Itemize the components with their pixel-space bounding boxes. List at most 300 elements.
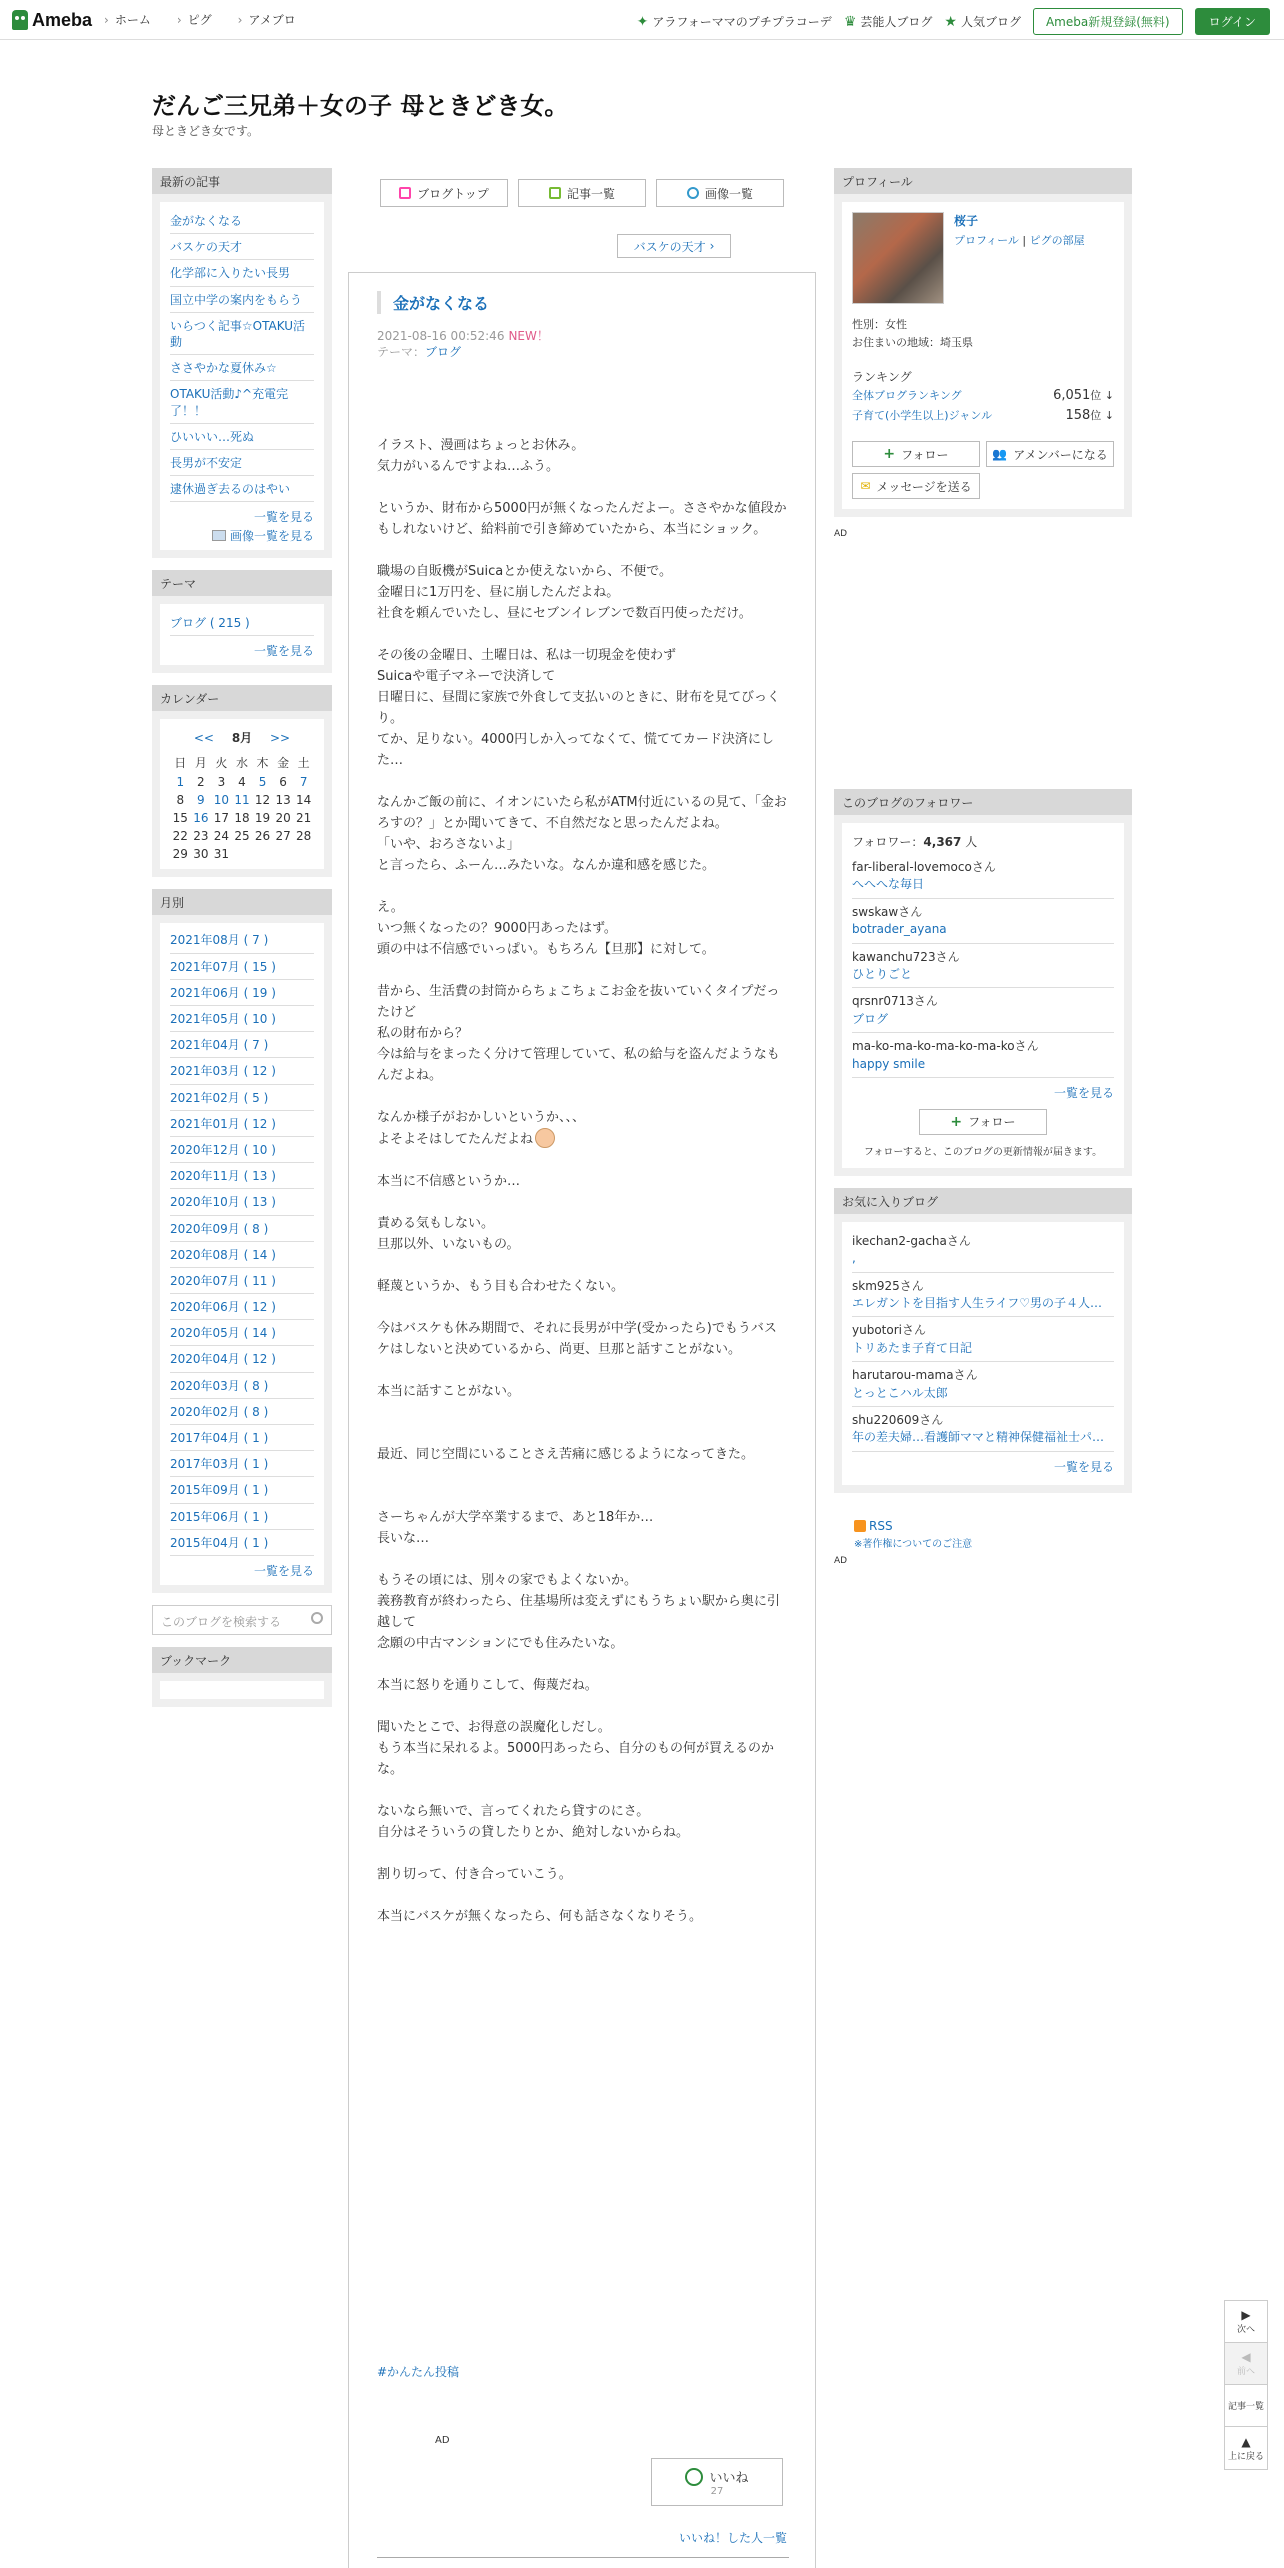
tab-article-list[interactable] bbox=[518, 179, 646, 207]
favorites-more-link[interactable] bbox=[852, 1452, 1114, 1479]
article-title[interactable]: 金がなくなる bbox=[377, 291, 489, 314]
calendar-day: 26 bbox=[254, 829, 271, 844]
arrow-up-icon: ▲ bbox=[1241, 2434, 1251, 2449]
article-line: 長いな… bbox=[377, 1531, 430, 1546]
favorite-blog-link[interactable]: , bbox=[852, 1251, 856, 1266]
arrow-down-icon: ↓ bbox=[1104, 409, 1114, 422]
prev-page-button[interactable] bbox=[1225, 2343, 1267, 2385]
article-line: なんか様子がおかしいというか、、、 bbox=[377, 1110, 586, 1125]
monthly-archive-link[interactable]: 2020年08月 ( 14 ) bbox=[170, 1247, 276, 1262]
smile-icon bbox=[685, 2468, 703, 2486]
blog-title[interactable]: だんご三兄弟＋女の子 母ときどき女。 bbox=[152, 92, 569, 120]
recent-article-item[interactable] bbox=[170, 287, 314, 313]
right-sidebar bbox=[834, 168, 1132, 1566]
monthly-item[interactable] bbox=[170, 1085, 314, 1111]
calendar-day: 12 bbox=[254, 793, 271, 808]
ranking-row bbox=[852, 405, 1114, 425]
profile-body: 桜子 プロフィール | ピグの部屋 性別：女性 お住まいの地域：埼玉県 ランキング 全体ブログランキング 6,051位 ↓ 子育て(小学生以上)ジャンル 158位 ↓ + フォロー 👥 アメンバーになる ✉ メッセージを送る bbox=[842, 202, 1124, 509]
article-line: 義務教育が終わったら、住基場所は変えずにもうちょい駅から奥に引越して bbox=[377, 1594, 780, 1630]
favorite-blog-link[interactable]: トリあたま子育て日記 bbox=[852, 1340, 973, 1355]
article-line: てか、足りない。4000円しか入ってなくて、慌ててカード決済にした… bbox=[377, 732, 774, 768]
follow-button-2[interactable] bbox=[919, 1109, 1047, 1135]
recent-article-item[interactable] bbox=[170, 424, 314, 450]
tab-label: 画像一覧 bbox=[704, 186, 753, 201]
favorite-name: yubotoriさん bbox=[852, 1323, 926, 1338]
monthly-item[interactable] bbox=[170, 1477, 314, 1503]
calendar-next-button[interactable]: >> bbox=[270, 731, 291, 746]
overall-ranking-link[interactable]: 全体ブログランキング bbox=[852, 389, 962, 402]
recent-article-link[interactable]: いらつく記事☆OTAKU活動 bbox=[170, 318, 306, 349]
followers-heading: このブログのフォロワー bbox=[834, 789, 1132, 815]
monthly-item[interactable] bbox=[170, 927, 314, 953]
monthly-archive-link[interactable]: 2020年03月 ( 8 ) bbox=[170, 1378, 269, 1393]
calendar-day: 19 bbox=[254, 811, 271, 826]
new-badge: NEW！ bbox=[508, 329, 549, 343]
follow-button[interactable] bbox=[852, 441, 980, 467]
plus-icon: + bbox=[883, 446, 896, 462]
monthly-item[interactable] bbox=[170, 1425, 314, 1451]
promo-link[interactable] bbox=[637, 13, 832, 30]
calendar-day bbox=[273, 845, 294, 863]
article-paragraph bbox=[377, 981, 789, 1086]
next-page-label: 次へ bbox=[1236, 2325, 1255, 2335]
favorites-body bbox=[842, 1222, 1124, 1485]
next-article-button[interactable] bbox=[617, 234, 731, 258]
play-icon: ▶ bbox=[1241, 2308, 1251, 2322]
article-line: 念願の中古マンションにでも住みたいな。 bbox=[377, 1636, 624, 1651]
follow-note: フォローすると、このブログの更新情報が届きます。 bbox=[863, 1146, 1103, 1158]
rewind-icon: ◀ bbox=[1241, 2350, 1251, 2364]
followers-more-label[interactable]: 一覧を見る bbox=[1053, 1085, 1114, 1100]
recent-articles-heading: 最新の記事 bbox=[152, 168, 332, 194]
monthly-item[interactable] bbox=[170, 1530, 314, 1556]
monthly-item[interactable] bbox=[170, 1320, 314, 1346]
recent-more-label[interactable]: 一覧を見る bbox=[253, 510, 314, 525]
calendar-week bbox=[170, 827, 314, 845]
sparkle-icon: ✦ bbox=[636, 13, 649, 30]
popular-blog-label: 人気ブログ bbox=[960, 15, 1021, 29]
calendar-day: 2 bbox=[197, 775, 205, 790]
monthly-item[interactable] bbox=[170, 1346, 314, 1372]
monthly-item[interactable] bbox=[170, 1216, 314, 1242]
calendar-header bbox=[170, 729, 314, 746]
amember-label: アメンバーになる bbox=[1013, 447, 1108, 462]
hashtag-link[interactable]: #かんたん投稿 bbox=[377, 2365, 460, 2379]
blog-search-input[interactable] bbox=[152, 1605, 332, 1635]
monthly-item[interactable] bbox=[170, 1032, 314, 1058]
emoji-face-icon bbox=[535, 1128, 555, 1148]
article-paragraph bbox=[377, 792, 789, 876]
recent-article-item[interactable] bbox=[170, 381, 314, 423]
article-paragraph bbox=[377, 1276, 789, 1297]
monthly-item[interactable] bbox=[170, 1058, 314, 1084]
article-line: 頭の中は不信感でいっぱい。もちろん【旦那】に対して。 bbox=[377, 942, 715, 957]
recent-article-link[interactable]: ささやかな夏休み☆ bbox=[170, 361, 277, 376]
article-theme-link[interactable]: ブログ bbox=[425, 345, 462, 359]
article-line: 今はバスケも休み期間で、それに長男が中学(受かったら)でもうバスケはしないと決めているから、尚更、旦那と話すことがない。 bbox=[377, 1321, 777, 1357]
monthly-archive-link[interactable]: 2015年06月 ( 1 ) bbox=[170, 1509, 269, 1524]
header-right-nav bbox=[637, 8, 1270, 35]
monthly-archive-link[interactable]: 2020年06月 ( 12 ) bbox=[170, 1300, 276, 1315]
monthly-item[interactable] bbox=[170, 980, 314, 1006]
calendar-day-link[interactable]: 1 bbox=[176, 775, 185, 790]
article-paragraph bbox=[377, 1444, 789, 1465]
recent-article-link[interactable]: 化学部に入りたい長男 bbox=[170, 266, 291, 281]
favorites-heading: お気に入りブログ bbox=[834, 1188, 1132, 1214]
ranking-row bbox=[852, 385, 1114, 405]
article-paragraph bbox=[377, 1107, 789, 1150]
article-line: 本当に不信感というか… bbox=[377, 1174, 521, 1189]
follower-blog-link[interactable]: botrader_ayana bbox=[852, 922, 947, 937]
article-line: 私の財布から？ bbox=[377, 1026, 469, 1041]
follower-name: far-liberal-lovemocoさん bbox=[852, 860, 996, 874]
recent-article-link[interactable]: 国立中学の案内をもらう bbox=[170, 292, 303, 307]
monthly-archive-link[interactable]: 2015年04月 ( 1 ) bbox=[170, 1535, 269, 1550]
article-list-label: 記事一覧 bbox=[1227, 2402, 1264, 2412]
profile-name[interactable]: 桜子 bbox=[954, 214, 979, 228]
article-line: 日曜日に、昼間に家族で外食して支払いのときに、財布を見てびっくり。 bbox=[377, 690, 781, 726]
monthly-item[interactable] bbox=[170, 1189, 314, 1215]
recent-article-item[interactable] bbox=[170, 260, 314, 286]
calendar-day-link[interactable]: 11 bbox=[234, 793, 250, 808]
article-line: 自分はそういうの貸したりとか、絶対しないからね。 bbox=[377, 1825, 690, 1840]
calendar-week bbox=[170, 791, 314, 809]
article-line: 本当に怒りを通りこして、侮蔑だね。 bbox=[377, 1678, 598, 1693]
global-header bbox=[0, 0, 1284, 40]
celeb-blog-link[interactable] bbox=[844, 13, 933, 30]
favorite-name: skm925さん bbox=[852, 1278, 924, 1293]
recent-article-link[interactable]: 長男が不安定 bbox=[170, 455, 243, 470]
favorite-item bbox=[852, 1228, 1114, 1273]
article-paragraph bbox=[377, 1213, 789, 1255]
article-paragraph bbox=[377, 645, 789, 771]
article-line: 本当にバスケが無くなったら、何も話さなくなりそう。 bbox=[377, 1909, 703, 1924]
recent-article-item[interactable] bbox=[170, 313, 314, 355]
plus-icon: + bbox=[950, 1113, 963, 1130]
calendar-day-link[interactable]: 10 bbox=[213, 793, 230, 808]
favorite-name: ikechan2-gachaさん bbox=[852, 1233, 971, 1248]
rank-unit: 位 bbox=[1090, 409, 1102, 422]
monthly-archive-link[interactable]: 2020年12月 ( 10 ) bbox=[170, 1142, 276, 1157]
favorites-more-label[interactable]: 一覧を見る bbox=[1053, 1459, 1114, 1474]
search-icon[interactable] bbox=[311, 1612, 323, 1624]
monthly-item[interactable] bbox=[170, 1451, 314, 1477]
article-line: 最近、同じ空間にいることさえ苦痛に感じるようになってきた。 bbox=[377, 1447, 755, 1462]
followers-count: 4,367 bbox=[923, 835, 962, 849]
monthly-item[interactable] bbox=[170, 1163, 314, 1189]
monthly-heading: 月別 bbox=[152, 889, 332, 915]
article-paragraph bbox=[377, 498, 789, 540]
profile-link[interactable]: プロフィール bbox=[954, 234, 1019, 247]
monthly-archive-link[interactable]: 2017年03月 ( 1 ) bbox=[170, 1457, 269, 1472]
follow-label: フォロー bbox=[968, 1115, 1016, 1130]
monthly-archive-link[interactable]: 2020年11月 ( 13 ) bbox=[170, 1169, 276, 1184]
monthly-archive-link[interactable]: 2020年10月 ( 13 ) bbox=[170, 1195, 276, 1210]
genre-ranking-link[interactable]: 子育て(小学生以上)ジャンル bbox=[852, 409, 993, 422]
genre-rank-value: 158 bbox=[1065, 408, 1091, 423]
article-list-button[interactable] bbox=[1225, 2385, 1267, 2427]
search-placeholder: このブログを検索する bbox=[161, 1614, 282, 1629]
recent-article-link[interactable]: 金がなくなる bbox=[170, 214, 243, 228]
rss-link[interactable]: RSS bbox=[869, 1518, 893, 1533]
calendar-day: 17 bbox=[213, 811, 230, 826]
article-line: もうその頃には、別々の家でもよくないか。 bbox=[377, 1573, 638, 1588]
profile-gender: 性別：女性 bbox=[852, 318, 907, 331]
monthly-archive-link[interactable]: 2021年08月 ( 7 ) bbox=[170, 933, 269, 948]
article bbox=[348, 272, 816, 2568]
monthly-archive-link[interactable]: 2021年05月 ( 10 ) bbox=[170, 1012, 276, 1026]
calendar-day-link[interactable]: 9 bbox=[197, 793, 205, 808]
likers-list-link[interactable]: いいね！した人一覧 bbox=[679, 2531, 788, 2545]
amember-button[interactable] bbox=[986, 441, 1114, 467]
monthly-archive-link[interactable]: 2020年02月 ( 8 ) bbox=[170, 1404, 269, 1419]
blog-top-icon bbox=[399, 187, 411, 199]
followers-body bbox=[842, 823, 1124, 1168]
article-list-icon bbox=[549, 187, 561, 199]
article-line: 社食を頼んでいたし、昼にセブンイレブンで数百円使っただけ。 bbox=[377, 606, 752, 621]
back-to-top-label: 上に戻る bbox=[1227, 2451, 1264, 2462]
ad-label: AD bbox=[834, 1555, 848, 1566]
calendar-day: 8 bbox=[176, 793, 185, 808]
monthly-list bbox=[160, 923, 324, 1585]
recent-article-link[interactable]: ひいいい…死ぬ bbox=[170, 429, 255, 444]
article-line: 責める気もしない。 bbox=[377, 1216, 495, 1231]
calendar-day: 13 bbox=[275, 793, 291, 808]
ad-label: AD bbox=[435, 2435, 450, 2446]
popular-blog-link[interactable] bbox=[944, 13, 1021, 30]
monthly-archive-link[interactable]: 2021年06月 ( 19 ) bbox=[170, 985, 276, 1000]
weekday-label: 火 bbox=[215, 756, 228, 771]
floating-nav bbox=[1224, 2300, 1268, 2470]
monthly-archive-link[interactable]: 2021年01月 ( 12 ) bbox=[170, 1116, 276, 1131]
calendar bbox=[160, 719, 324, 869]
favorite-name: shu220609さん bbox=[852, 1413, 944, 1428]
article-line: 今は給与をまったく分けて管理していて、私の給与を盗んだようなもんだよね。 bbox=[377, 1047, 780, 1083]
calendar-day: 4 bbox=[238, 775, 246, 790]
register-button[interactable]: Ameba新規登録(無料) bbox=[1033, 8, 1183, 35]
profile-area: お住まいの地域：埼玉県 bbox=[852, 336, 973, 349]
calendar-day-link[interactable]: 7 bbox=[299, 775, 308, 790]
monthly-box bbox=[152, 889, 332, 1593]
like-count: 27 bbox=[710, 2486, 724, 2497]
recent-article-item[interactable] bbox=[170, 208, 314, 234]
monthly-item[interactable] bbox=[170, 1504, 314, 1530]
article-line: なんかご飯の前に、イオンにいたら私がATM付近にいるの見て、「金おろすの？」とか聞いてきて、不自然だなと思ったんだよね。 bbox=[377, 795, 787, 831]
monthly-archive-link[interactable]: 2021年07月 ( 15 ) bbox=[170, 959, 276, 974]
favorite-blog-link[interactable]: 年の差夫婦…看護師ママと精神保健福祉士パ… bbox=[852, 1430, 1105, 1445]
monthly-more-label[interactable]: 一覧を見る bbox=[253, 1563, 314, 1578]
article-line: イラスト、漫画はちょっとお休み。 bbox=[377, 438, 585, 453]
arrow-down-icon: ↓ bbox=[1104, 389, 1114, 402]
like-label: いいね bbox=[709, 2471, 749, 2486]
calendar-day: 29 bbox=[172, 847, 188, 862]
people-icon: 👥 bbox=[992, 447, 1008, 461]
ad-label: AD bbox=[834, 529, 848, 539]
blog-description: 母ときどき女です。 bbox=[152, 124, 260, 138]
monthly-item[interactable] bbox=[170, 1373, 314, 1399]
theme-more-label[interactable]: 一覧を見る bbox=[253, 644, 314, 659]
recent-articles-box bbox=[152, 168, 332, 558]
article-line: もう本当に呆れるよ。5000円あったら、自分のもの何が買えるのかな。 bbox=[377, 1741, 774, 1777]
recent-article-link[interactable]: OTAKU活動♪^充電完了！！ bbox=[170, 387, 289, 418]
article-paragraph bbox=[377, 1171, 789, 1192]
article-line: 旦那以外、いないもの。 bbox=[377, 1237, 520, 1252]
recent-article-item[interactable] bbox=[170, 355, 314, 381]
monthly-more-link[interactable] bbox=[170, 1556, 314, 1579]
calendar-day: 23 bbox=[193, 829, 209, 844]
theme-item[interactable] bbox=[170, 610, 314, 636]
favorite-blog-link[interactable]: とっとこハル太郎 bbox=[852, 1385, 948, 1400]
article-theme bbox=[377, 343, 461, 360]
tab-blog-top[interactable] bbox=[380, 179, 508, 207]
login-button[interactable]: ログイン bbox=[1195, 8, 1270, 35]
tab-image-list[interactable] bbox=[656, 179, 784, 207]
article-line: え。 bbox=[377, 900, 404, 915]
celeb-blog-label: 芸能人ブログ bbox=[860, 15, 933, 29]
recent-article-item[interactable] bbox=[170, 450, 314, 476]
follower-blog-link[interactable]: へへへな毎日 bbox=[852, 877, 925, 892]
monthly-item[interactable] bbox=[170, 1006, 314, 1032]
ameba-logo-text: Ameba bbox=[32, 9, 93, 30]
favorite-blog-link[interactable]: エレガントを目指す人生ライフ♡男の子４人… bbox=[852, 1296, 1103, 1311]
monthly-archive-link[interactable]: 2020年09月 ( 8 ) bbox=[170, 1221, 269, 1236]
calendar-day bbox=[252, 845, 273, 863]
monthly-archive-link[interactable]: 2020年07月 ( 11 ) bbox=[170, 1273, 276, 1288]
favorite-item bbox=[852, 1407, 1114, 1452]
copyright-note-link[interactable]: ※著作権についてのご注意 bbox=[854, 1538, 973, 1550]
monthly-archive-link[interactable]: 2015年09月 ( 1 ) bbox=[170, 1483, 269, 1498]
profile-avatar[interactable] bbox=[852, 212, 944, 304]
calendar-day-link[interactable]: 16 bbox=[193, 811, 209, 826]
weekday-label: 木 bbox=[256, 756, 269, 771]
article-paragraph bbox=[377, 1507, 789, 1549]
monthly-item[interactable] bbox=[170, 1399, 314, 1425]
follower-name: qrsnr0713さん bbox=[852, 994, 938, 1009]
theme-more-link[interactable] bbox=[170, 636, 314, 659]
calendar-day: 18 bbox=[234, 811, 250, 826]
divider bbox=[377, 2557, 789, 2558]
send-message-button[interactable] bbox=[852, 473, 980, 499]
follower-item bbox=[852, 854, 1114, 899]
recent-article-item[interactable] bbox=[170, 476, 314, 502]
back-to-top-button[interactable] bbox=[1225, 2427, 1267, 2469]
global-nav bbox=[104, 11, 296, 28]
monthly-item[interactable] bbox=[170, 1111, 314, 1137]
nav-home-link[interactable]: › ホーム bbox=[104, 11, 151, 28]
pigg-room-link[interactable]: ピグの部屋 bbox=[1029, 234, 1085, 247]
calendar-day: 24 bbox=[213, 829, 230, 844]
article-line: ないなら無いで、言ってくれたら貸すのにさ。 bbox=[377, 1804, 650, 1819]
calendar-day: 3 bbox=[217, 775, 226, 790]
article-line: 気力がいるんですよね…ふう。 bbox=[377, 459, 560, 474]
article-line: その後の金曜日、土曜日は、私は一切現金を使わず bbox=[377, 648, 677, 663]
monthly-item[interactable] bbox=[170, 1268, 314, 1294]
follower-name: kawanchu723さん bbox=[852, 949, 960, 964]
image-list-link[interactable] bbox=[170, 525, 314, 544]
nav-pigg-link[interactable]: › ピグ bbox=[177, 11, 212, 28]
weekday-label: 日 bbox=[174, 756, 187, 771]
favorites-box bbox=[834, 1188, 1132, 1493]
article-line: と言ったら、ふーん…みたいな。なんか違和感を感じた。 bbox=[377, 858, 716, 873]
monthly-archive-link[interactable]: 2021年04月 ( 7 ) bbox=[170, 1038, 269, 1053]
like-button[interactable] bbox=[651, 2458, 783, 2506]
monthly-archive-link[interactable]: 2017年04月 ( 1 ) bbox=[170, 1431, 269, 1445]
bookmark-box bbox=[152, 1647, 332, 1707]
weekday-label: 水 bbox=[235, 756, 248, 771]
recent-more-link[interactable] bbox=[170, 502, 314, 525]
article-line: 割り切って、付き合っていこう。 bbox=[377, 1867, 572, 1882]
article-date: 2021-08-16 00:52:46 bbox=[377, 329, 505, 343]
article-line: さーちゃんが大学卒業するまで、あと18年か… bbox=[377, 1510, 654, 1525]
calendar-day: 22 bbox=[172, 829, 188, 844]
monthly-item[interactable] bbox=[170, 1294, 314, 1320]
monthly-item[interactable] bbox=[170, 1242, 314, 1268]
ameba-logo[interactable] bbox=[12, 9, 92, 31]
recent-articles-list bbox=[160, 202, 324, 550]
camera-icon bbox=[687, 187, 699, 199]
calendar-day: 27 bbox=[275, 829, 291, 844]
calendar-box bbox=[152, 685, 332, 877]
article-paragraph bbox=[377, 1318, 789, 1360]
left-sidebar bbox=[152, 168, 332, 1719]
image-list-label[interactable]: 画像一覧を見る bbox=[229, 529, 314, 544]
theme-box bbox=[152, 570, 332, 673]
article-paragraph bbox=[377, 435, 789, 477]
nav-ameblo-link[interactable]: › アメブロ bbox=[238, 11, 296, 28]
theme-heading: テーマ bbox=[152, 570, 332, 596]
monthly-archive-link[interactable]: 2020年04月 ( 12 ) bbox=[170, 1352, 276, 1367]
calendar-grid bbox=[170, 752, 314, 863]
recent-article-link[interactable]: 逮休過ぎ去るのはやい bbox=[170, 482, 291, 497]
calendar-prev-button[interactable]: << bbox=[193, 731, 214, 746]
follower-blog-link[interactable]: ブログ bbox=[852, 1011, 889, 1026]
follower-blog-link[interactable]: happy smile bbox=[852, 1056, 926, 1071]
recent-article-item[interactable] bbox=[170, 234, 314, 260]
tab-label: 記事一覧 bbox=[566, 186, 615, 201]
calendar-week bbox=[170, 773, 314, 791]
monthly-item[interactable] bbox=[170, 1137, 314, 1163]
followers-more-link[interactable] bbox=[852, 1078, 1114, 1109]
monthly-archive-link[interactable]: 2021年03月 ( 12 ) bbox=[170, 1064, 276, 1079]
article-line: よそよそはしてたんだよね bbox=[377, 1132, 534, 1147]
calendar-day: 21 bbox=[296, 811, 312, 826]
weekday-label: 月 bbox=[194, 756, 207, 771]
send-message-label: メッセージを送る bbox=[876, 479, 972, 494]
weekday-label: 土 bbox=[297, 756, 310, 771]
follower-name: ma-ko-ma-ko-ma-ko-ma-koさん bbox=[852, 1039, 1039, 1054]
follower-blog-link[interactable]: ひとりごと bbox=[852, 966, 913, 981]
follower-item bbox=[852, 1033, 1114, 1078]
monthly-archive-link[interactable]: 2021年02月 ( 5 ) bbox=[170, 1090, 269, 1105]
monthly-archive-link[interactable]: 2020年05月 ( 14 ) bbox=[170, 1326, 276, 1341]
calendar-day: 6 bbox=[279, 775, 287, 790]
monthly-item[interactable] bbox=[170, 954, 314, 980]
recent-article-link[interactable]: バスケの天才 bbox=[170, 240, 243, 255]
theme-label: テーマ： bbox=[377, 345, 426, 359]
next-page-button[interactable] bbox=[1225, 2301, 1267, 2343]
calendar-day-link[interactable]: 5 bbox=[258, 775, 267, 790]
calendar-day: 20 bbox=[275, 811, 291, 826]
article-line: 金曜日に1万円を、昼に崩したんだよね。 bbox=[377, 585, 620, 600]
article-line: 「いや、おろさないよ」 bbox=[377, 837, 520, 852]
profile-box bbox=[834, 168, 1132, 517]
theme-link[interactable]: ブログ ( 215 ) bbox=[170, 616, 250, 631]
tab-label: ブログトップ bbox=[417, 186, 489, 201]
calendar-weekdays bbox=[170, 752, 314, 773]
rss-icon bbox=[854, 1520, 866, 1532]
ameba-logo-icon bbox=[12, 10, 28, 30]
article-line: 職場の自販機がSuicaとか使えないから、不便で。 bbox=[377, 564, 672, 579]
